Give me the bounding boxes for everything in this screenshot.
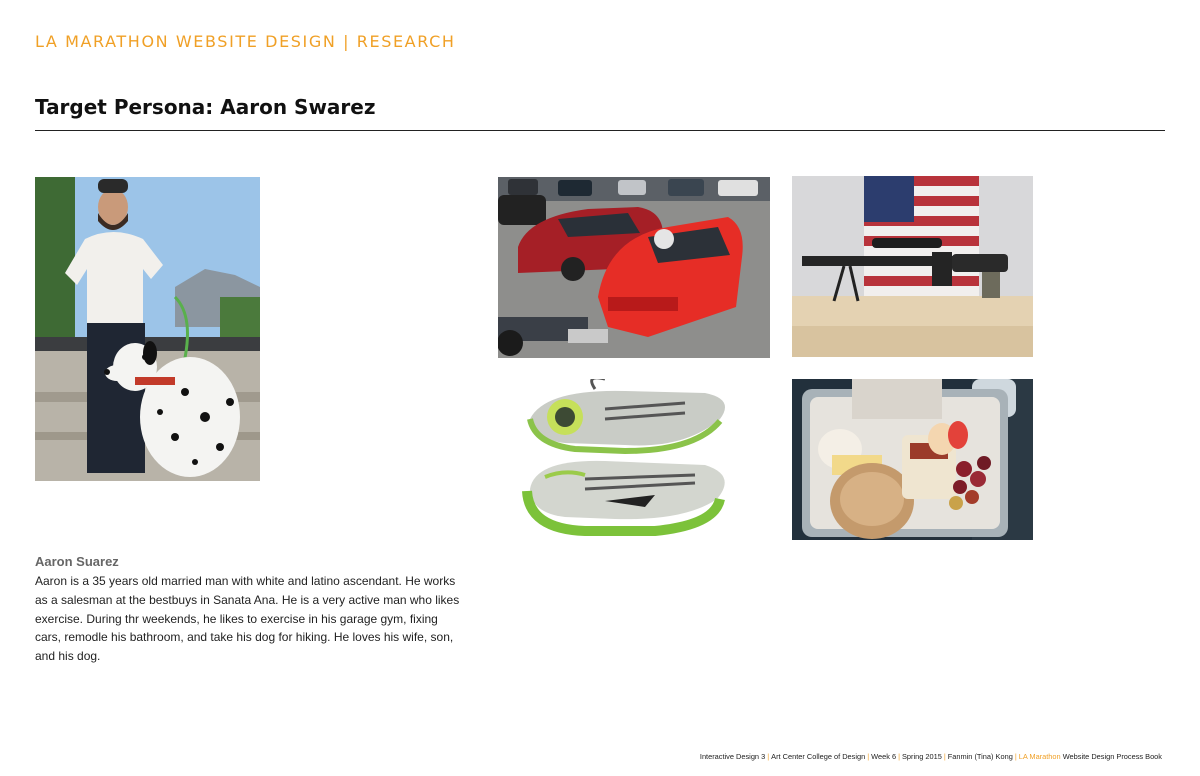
- footer-project: LA Marathon: [1018, 752, 1061, 761]
- footer-school: Art Center College of Design: [771, 752, 866, 761]
- footer-course: Interactive Design 3: [699, 752, 766, 761]
- footer-doc: Website Design Process Book: [1062, 752, 1162, 761]
- sports-cars-photo: [498, 177, 770, 358]
- title-divider: [35, 130, 1165, 131]
- footer-separator: |: [943, 752, 946, 761]
- footer-week: Week 6: [871, 752, 897, 761]
- page-title: Target Persona: Aaron Swarez: [35, 95, 376, 119]
- persona-portrait-photo: [35, 177, 260, 481]
- footer-author: Fanmin (Tina) Kong: [947, 752, 1013, 761]
- persona-bio: Aaron is a 35 years old married man with white and latino ascendant. He works as a salesman at the bestbuys in Sanata Ana. He is a very active man who likes exercise. During thr weekends, he likes to exercise in his garage gym, fixing cars, remodle his bathroom, and take his dog for hiking. He loves his wife, son, and his dog.: [35, 574, 460, 664]
- persona-name: Aaron Suarez: [35, 554, 119, 569]
- footer-separator: |: [867, 752, 870, 761]
- snack-box-photo: [792, 379, 1033, 540]
- footer-term: Spring 2015: [901, 752, 942, 761]
- footer: [700, 752, 1162, 761]
- footer-separator: |: [767, 752, 770, 761]
- rifle-flag-photo: [792, 176, 1033, 357]
- footer-separator: |: [1014, 752, 1017, 761]
- footer-separator: |: [898, 752, 900, 761]
- header-label: LA MARATHON WEBSITE DESIGN | RESEARCH: [35, 32, 456, 51]
- running-shoes-photo: [505, 379, 765, 541]
